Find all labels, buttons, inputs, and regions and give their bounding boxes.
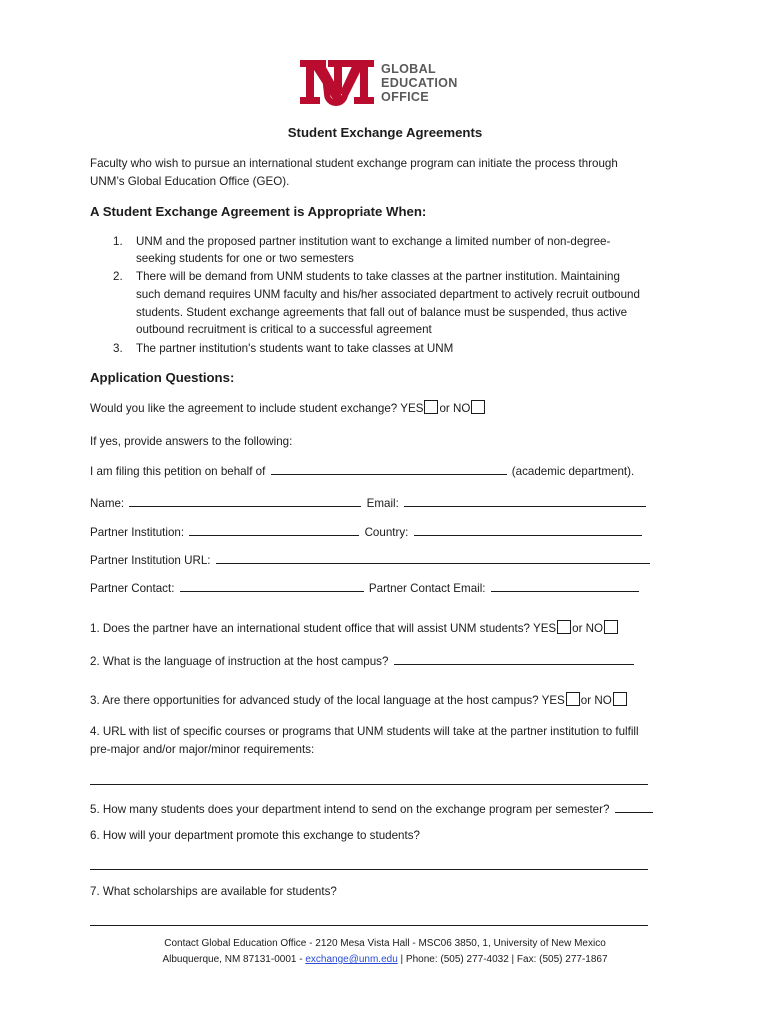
include-exchange-no-checkbox[interactable] xyxy=(471,400,485,414)
include-exchange-yes-checkbox[interactable] xyxy=(424,400,438,414)
intro-line-2: UNM’s Global Education Office (GEO). xyxy=(90,175,290,188)
partner-contact-email-field[interactable] xyxy=(491,579,639,592)
page-title: Student Exchange Agreements xyxy=(287,125,483,140)
footer-line-1: Contact Global Education Office - 2120 Mesa Vista Hall - MSC06 3850, 1, University of New Mexico xyxy=(164,938,606,949)
q3-or-no: or NO xyxy=(580,694,612,707)
q5-answer-field[interactable] xyxy=(615,800,653,813)
logo-line-1: GLOBAL xyxy=(381,62,436,76)
include-exchange-label: Would you like the agreement to include student exchange? YES xyxy=(90,402,424,415)
logo-line-2: EDUCATION xyxy=(381,76,458,90)
name-field[interactable] xyxy=(129,494,361,507)
name-row xyxy=(90,494,648,512)
include-exchange-row xyxy=(90,400,486,417)
footer-email-link[interactable]: exchange@unm.edu xyxy=(305,954,398,965)
list-item-2-line-2: such demand requires UNM faculty and his/her associated department to actively recruit outbound xyxy=(136,288,640,301)
list-item-3-line-1: The partner institution's students want to take classes at UNM xyxy=(136,342,454,355)
partner-contact-field[interactable] xyxy=(180,579,364,592)
footer-line-2 xyxy=(0,952,770,968)
list-item-1-line-2: seeking students for one or two semesters xyxy=(136,252,354,265)
filing-label: I am filing this petition on behalf of xyxy=(90,465,266,478)
q5-label: 5. How many students does your department intend to send on the exchange program per semester? xyxy=(90,803,610,816)
partner-contact-label: Partner Contact: xyxy=(90,582,175,595)
list-item-2-number: 2. xyxy=(113,270,123,283)
q1-row xyxy=(90,620,619,637)
q1-no-checkbox[interactable] xyxy=(604,620,618,634)
partner-contact-row xyxy=(90,579,641,597)
list-item-2-line-1: There will be demand from UNM students to take classes at the partner institution. Maintaining xyxy=(136,270,620,283)
q3-label: 3. Are there opportunities for advanced study of the local language at the host campus? YES xyxy=(90,694,565,707)
email-label: Email: xyxy=(366,497,399,510)
department-field[interactable] xyxy=(271,462,507,475)
list-item-2-line-3: students. Student exchange agreements that fall out of balance must be suspended, thus active xyxy=(136,306,628,319)
q5-row xyxy=(90,800,655,818)
footer-phone-fax: | Phone: (505) 277-4032 | Fax: (505) 277-1867 xyxy=(400,954,608,965)
unm-logo xyxy=(298,58,376,113)
logo-line-3: OFFICE xyxy=(381,90,429,104)
appropriate-heading: A Student Exchange Agreement is Appropriate When: xyxy=(90,204,427,219)
q2-row xyxy=(90,652,636,670)
filing-suffix: (academic department). xyxy=(511,465,635,478)
partner-institution-label: Partner Institution: xyxy=(90,526,185,539)
q3-row xyxy=(90,692,628,709)
intro-line-1: Faculty who wish to pursue an international student exchange program can initiate the process through xyxy=(90,157,618,170)
email-field[interactable] xyxy=(404,494,646,507)
q1-label: 1. Does the partner have an international student office that will assist UNM students? YES xyxy=(90,622,557,635)
q1-yes-checkbox[interactable] xyxy=(557,620,571,634)
partner-institution-row xyxy=(90,523,644,541)
logo-wordmark xyxy=(381,62,458,104)
partner-url-row xyxy=(90,551,652,569)
q3-yes-checkbox[interactable] xyxy=(566,692,580,706)
footer-address: Albuquerque, NM 87131-0001 - xyxy=(162,954,306,965)
include-exchange-or-no: or NO xyxy=(439,402,471,415)
partner-institution-field[interactable] xyxy=(189,523,359,536)
q7-label: 7. What scholarships are available for students? xyxy=(90,885,337,898)
q7-answer-field[interactable] xyxy=(90,925,648,926)
q4-answer-field[interactable] xyxy=(90,784,648,785)
partner-url-label: Partner Institution URL: xyxy=(90,554,211,567)
q4-line-1: 4. URL with list of specific courses or programs that UNM students will take at the partner institution to fulfill xyxy=(90,725,639,738)
q4-line-2: pre-major and/or major/minor requirements: xyxy=(90,743,315,756)
filing-row xyxy=(90,462,634,480)
if-yes-instructions: If yes, provide answers to the following: xyxy=(90,435,293,448)
q6-label: 6. How will your department promote this exchange to students? xyxy=(90,829,420,842)
q6-answer-field[interactable] xyxy=(90,869,648,870)
country-label: Country: xyxy=(364,526,409,539)
questions-heading: Application Questions: xyxy=(90,370,235,385)
q1-or-no: or NO xyxy=(572,622,604,635)
country-field[interactable] xyxy=(414,523,642,536)
partner-url-field[interactable] xyxy=(216,551,650,564)
q2-label: 2. What is the language of instruction at the host campus? xyxy=(90,655,389,668)
list-item-1-line-1: UNM and the proposed partner institution want to exchange a limited number of non-degree- xyxy=(136,235,611,248)
unm-logo-mark xyxy=(298,58,376,108)
q3-no-checkbox[interactable] xyxy=(613,692,627,706)
partner-contact-email-label: Partner Contact Email: xyxy=(368,582,486,595)
list-item-3-number: 3. xyxy=(113,342,123,355)
list-item-2-line-4: outbound recruitment is critical to a successful agreement xyxy=(136,323,432,336)
list-item-1-number: 1. xyxy=(113,235,123,248)
name-label: Name: xyxy=(90,497,125,510)
q2-answer-field[interactable] xyxy=(394,652,634,665)
